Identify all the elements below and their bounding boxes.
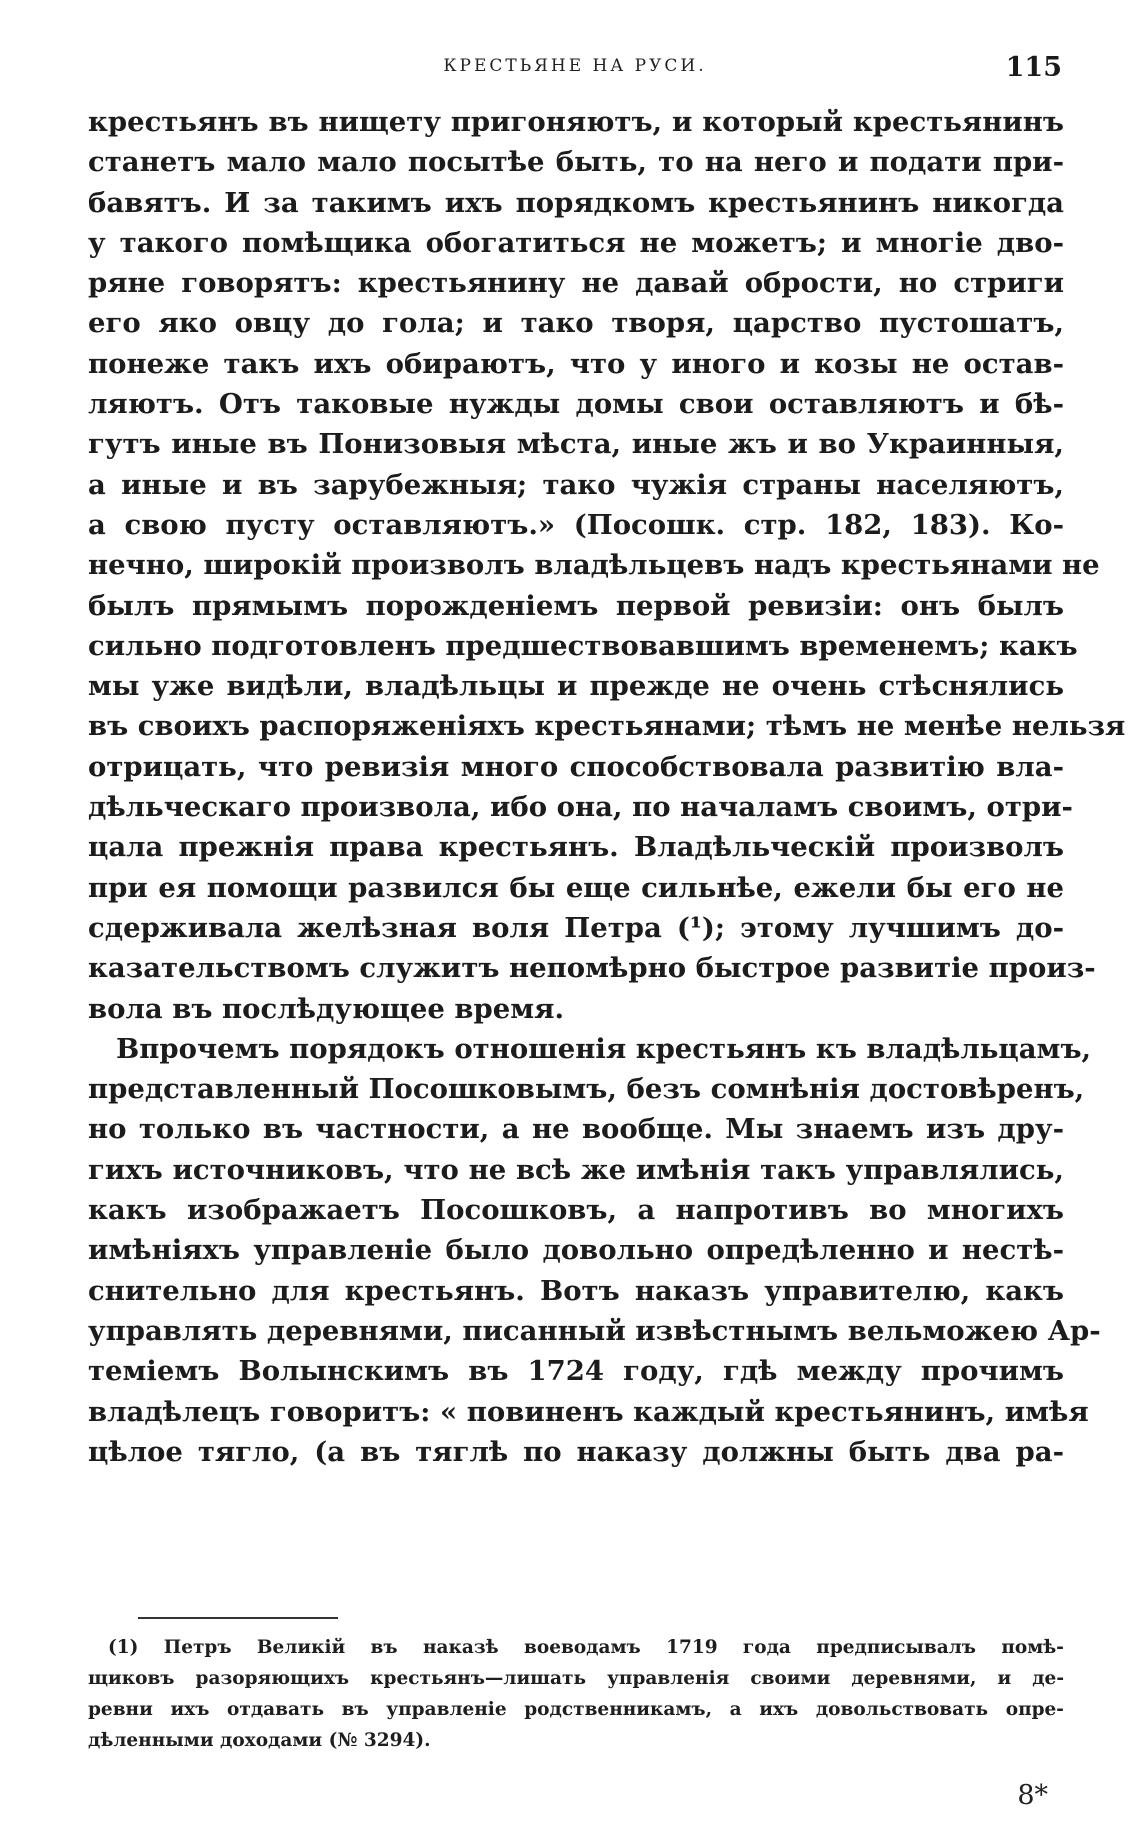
text-line: крестьянъ въ нищету пригоняютъ, и который крестьянинъ xyxy=(88,106,1064,138)
footnote-line: ревни ихъ отдавать въ управленіе родственникамъ, а ихъ довольствовать опре- xyxy=(88,1699,1064,1720)
text-line: цала прежнія права крестьянъ. Владѣльческій произволъ xyxy=(88,831,1064,864)
signature-mark: 8* xyxy=(1017,1780,1048,1811)
text-line: мы уже видѣли, владѣльцы и прежде не очень стѣснялись xyxy=(88,670,1064,703)
text-line: казательствомъ служитъ непомѣрно быстрое развитіе произ- xyxy=(88,952,1096,985)
text-line: цѣлое тягло, (а въ тяглѣ по наказу должны быть два ра- xyxy=(88,1435,1064,1468)
footnote-line: дѣленными доходами (№ 3294). xyxy=(88,1730,431,1751)
text-line: станетъ мало мало посытѣе быть, то на него и подати при- xyxy=(88,146,1064,179)
page-number: 115 xyxy=(1005,52,1062,83)
text-line: бавятъ. И за такимъ ихъ порядкомъ крестьянинъ никогда xyxy=(88,186,1064,219)
text-line: сдерживала желѣзная воля Петра (¹); этому лучшимъ до- xyxy=(88,911,1064,944)
footnote-line: щиковъ разоряющихъ крестьянъ—лишать управленія своими деревнями, и де- xyxy=(88,1668,1064,1689)
text-line: ряне говорятъ: крестьянину не давай обрости, но стриги xyxy=(88,267,1064,300)
page-header xyxy=(88,52,1062,92)
text-line: у такого помѣщика обогатиться не можетъ; и многіе дво- xyxy=(88,226,1064,259)
text-line: владѣлецъ говоритъ: « повиненъ каждый крестьянинъ, имѣя xyxy=(88,1395,1089,1428)
text-line: нечно, широкій произволъ владѣльцевъ надъ крестьянами не xyxy=(88,549,1100,582)
footnote-line: (1) Петръ Великій въ наказѣ воеводамъ 1719 года предписывалъ помѣ- xyxy=(108,1637,1064,1658)
text-line: дѣльческаго произвола, ибо она, по началамъ своимъ, отри- xyxy=(88,791,1073,824)
text-line: понеже такъ ихъ обираютъ, что у иного и козы не остав- xyxy=(88,347,1064,380)
text-line: гутъ иные въ Понизовыя мѣста, иные жъ и во Украинныя, xyxy=(88,428,1064,461)
text-line: его яко овцу до гола; и тако творя, царство пустошатъ, xyxy=(88,307,1064,340)
text-line: былъ прямымъ порожденіемъ первой ревизіи: онъ былъ xyxy=(88,589,1064,622)
body-text xyxy=(88,102,1126,1472)
text-line: отрицать, что ревизія много способствовала развитію вла- xyxy=(88,750,1064,783)
footnote-divider xyxy=(138,1617,338,1619)
running-head: КРЕСТЬЯНЕ НА РУСИ. xyxy=(443,56,707,76)
text-line: какъ изображаетъ Посошковъ, а напротивъ во многихъ xyxy=(88,1194,1064,1227)
text-line: а иные и въ зарубежныя; тако чужія страны населяютъ, xyxy=(88,468,1064,501)
text-line: въ своихъ распоряженіяхъ крестьянами; тѣмъ не менѣе нельзя xyxy=(88,710,1126,743)
text-line: но только въ частности, а не вообще. Мы знаемъ изъ дру- xyxy=(88,1113,1064,1146)
text-line: управлять деревнями, писанный извѣстнымъ вельможею Ар- xyxy=(88,1314,1101,1347)
footnote xyxy=(88,1632,1064,1756)
text-line: имѣніяхъ управленіе было довольно опредѣленно и нестѣ- xyxy=(88,1234,1064,1267)
text-line: темiемъ Волынскимъ въ 1724 году, гдѣ между прочимъ xyxy=(88,1355,1064,1388)
text-line: снительно для крестьянъ. Вотъ наказъ управителю, какъ xyxy=(88,1274,1064,1307)
text-line: при ея помощи развился бы еще сильнѣе, ежели бы его не xyxy=(88,871,1064,904)
paragraph-end-line: вола въ послѣдующее время. xyxy=(88,992,565,1025)
text-line: гихъ источниковъ, что не всѣ же имѣнія такъ управлялись, xyxy=(88,1153,1064,1186)
text-line: представленный Посошковымъ, безъ сомнѣнія достовѣренъ, xyxy=(88,1073,1085,1106)
paragraph-start-line: Впрочемъ порядокъ отношенія крестьянъ къ владѣльцамъ, xyxy=(116,1032,1092,1065)
text-line: сильно подготовленъ предшествовавшимъ временемъ; какъ xyxy=(88,629,1078,662)
text-line: а свою пусту оставляютъ.» (Посошк. стр. 182, 183). Ко- xyxy=(88,508,1064,541)
text-line: ляютъ. Отъ таковые нужды домы свои оставляютъ и бѣ- xyxy=(88,388,1064,421)
